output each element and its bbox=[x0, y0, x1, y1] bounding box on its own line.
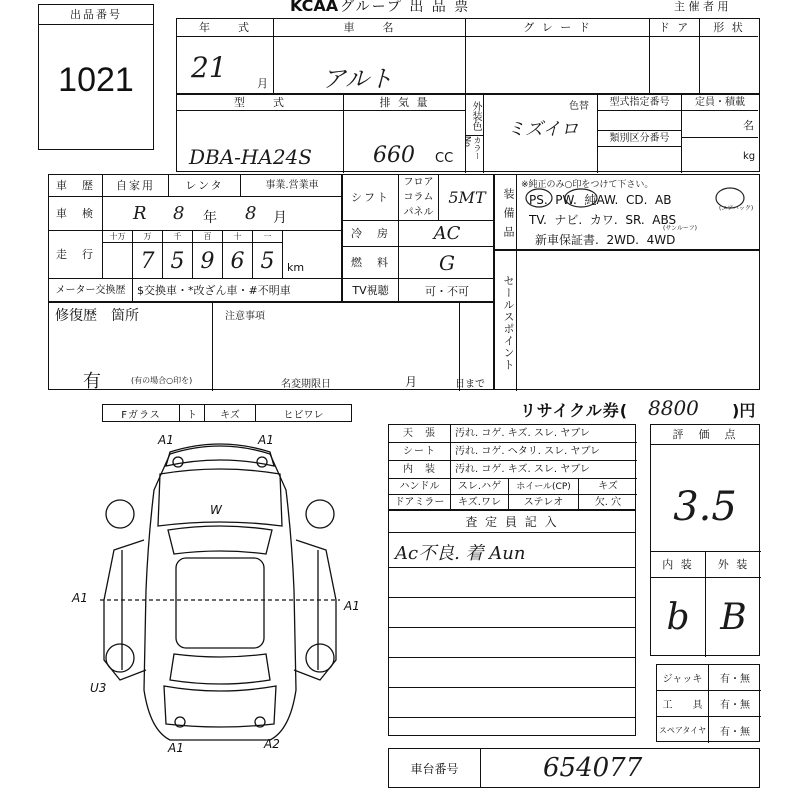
name-label: 車 名 bbox=[274, 19, 466, 37]
fuel-value: G bbox=[399, 247, 495, 279]
original-color-label: カラーNo. bbox=[466, 135, 484, 173]
history-label: 車 歴 bbox=[49, 175, 103, 197]
ac-label: 冷 房 bbox=[343, 221, 399, 247]
kg-label: kg bbox=[743, 151, 756, 162]
equipment-sunroof-note: (サンルーフ) bbox=[663, 225, 697, 232]
sales-point-label: セールスポイント bbox=[495, 251, 517, 391]
history-private: 自家用 bbox=[103, 175, 169, 197]
jack-label: ジャッキ bbox=[657, 665, 709, 691]
score-label: 評 価 点 bbox=[651, 425, 759, 445]
history-rental: レンタ bbox=[169, 175, 241, 197]
meter-options: $交換車・*改ざん車・#不明車 bbox=[137, 284, 291, 297]
row1-table bbox=[176, 18, 760, 94]
repair-note: (有の場合○印を) bbox=[131, 376, 193, 385]
mileage-unit-2: 千 bbox=[163, 231, 193, 243]
door-value bbox=[650, 37, 700, 95]
inspector-label: 査 定 員 記 入 bbox=[389, 511, 635, 533]
person-label: 名 bbox=[743, 119, 754, 132]
repair-label: 修復歴 箇所 bbox=[55, 308, 139, 324]
tool-label: 工 具 bbox=[657, 691, 709, 717]
brand: KCAA bbox=[290, 0, 339, 15]
lot-number-value: 1021 bbox=[58, 60, 134, 99]
mileage-digit-1: 7 bbox=[133, 243, 163, 279]
right-side-panel bbox=[294, 540, 336, 680]
tv-label: TV視聴 bbox=[343, 279, 399, 303]
mileage-km: km bbox=[287, 261, 305, 274]
stereo-label: ステレオ bbox=[509, 495, 579, 511]
score-exterior-value: B bbox=[706, 577, 761, 657]
mileage-unit-1: 万 bbox=[133, 231, 163, 243]
inspector-comment: Ac不良. 着 Aun bbox=[395, 543, 526, 564]
chassis-value: 654077 bbox=[543, 753, 643, 783]
equipment-circles bbox=[495, 175, 761, 251]
handle-label: ハンドル bbox=[389, 479, 451, 495]
front-bumper bbox=[166, 444, 274, 466]
wheel-rear-left bbox=[106, 644, 134, 672]
shift-value: 5MT bbox=[439, 175, 495, 221]
headlight-left bbox=[173, 457, 183, 467]
cc-label: CC bbox=[435, 151, 454, 166]
hood bbox=[158, 469, 282, 526]
year-value: 21 bbox=[177, 37, 274, 95]
grade-label: グ レ ー ド bbox=[466, 19, 650, 37]
mileage-digit-3: 9 bbox=[193, 243, 223, 279]
recycle-value: 8800 bbox=[648, 396, 699, 420]
wheel-front-left bbox=[106, 500, 134, 528]
car-diagram bbox=[60, 430, 380, 760]
shift-opt-column: コラム bbox=[403, 192, 434, 203]
seat-options: 汚れ. コゲ. ヘタリ. スレ. ヤブレ bbox=[451, 443, 637, 461]
inspection-year: 8 bbox=[173, 203, 185, 224]
capacity-label: 定員・積載 bbox=[682, 95, 758, 111]
score-block bbox=[650, 424, 760, 656]
inspector-block bbox=[388, 510, 636, 736]
interior-options: 汚れ. コゲ. キズ. スレ. ヤブレ bbox=[451, 461, 637, 479]
headlight-right bbox=[257, 457, 267, 467]
lot-number-box bbox=[38, 4, 154, 150]
name-change-label: 名変期限日 bbox=[281, 379, 331, 390]
glass-opt-2: キズ bbox=[205, 405, 256, 421]
mark-windshield: W bbox=[210, 503, 222, 517]
model-label: 型 式 bbox=[177, 95, 344, 111]
mirror-label: ドアミラー bbox=[389, 495, 451, 511]
history-commercial: 事業.営業車 bbox=[241, 175, 343, 197]
mark-front-right: A1 bbox=[258, 433, 274, 447]
mark-rear-note: U3 bbox=[90, 681, 107, 695]
repair-value: 有 bbox=[83, 371, 101, 392]
mileage-unit-0: 十万 bbox=[103, 231, 133, 243]
mileage-unit-3: 百 bbox=[193, 231, 223, 243]
spare-tire-value: 有・無 bbox=[720, 726, 750, 738]
recycle-label: リサイクル券( bbox=[520, 401, 629, 420]
glass-opt-1: ト bbox=[180, 405, 205, 421]
score-value: 3.5 bbox=[673, 484, 737, 530]
trunk bbox=[164, 686, 276, 727]
inspection-month-unit: 月 bbox=[273, 210, 287, 226]
windshield bbox=[168, 526, 272, 554]
displacement-value: 660 bbox=[373, 143, 415, 168]
mark-side-right: A1 bbox=[344, 599, 360, 613]
color-change-label: 色替 bbox=[569, 101, 589, 112]
equipment-label: 装備品 bbox=[495, 175, 517, 251]
pw-circle bbox=[565, 189, 597, 207]
inspection-month: 8 bbox=[245, 203, 257, 224]
meter-label: メーター交換歴 bbox=[49, 279, 133, 303]
organizer-label: 主 催 者 用 bbox=[674, 0, 729, 13]
ceiling-label: 天 張 bbox=[389, 425, 451, 443]
displacement-label: 排 気 量 bbox=[344, 95, 466, 111]
stereo-options: 欠. 穴 bbox=[594, 497, 622, 508]
inspection-era: R bbox=[133, 203, 147, 224]
glass-opt-3: ヒビワレ bbox=[283, 409, 324, 421]
mark-front-left: A1 bbox=[158, 433, 174, 447]
wheel-rear-right bbox=[306, 644, 334, 672]
spare-tire-label: スペアタイヤ bbox=[657, 717, 709, 743]
mileage-digit-0 bbox=[103, 243, 133, 279]
chassis-label: 車台番号 bbox=[389, 749, 481, 787]
wheel-label: ホイール(CP) bbox=[509, 479, 579, 495]
interior-table bbox=[388, 424, 636, 510]
exterior-color-label: 外装色 bbox=[466, 95, 484, 135]
sheet-title: グループ 出 品 票 bbox=[340, 0, 471, 15]
row2-table bbox=[176, 94, 760, 172]
type-designation-label: 型式指定番号 bbox=[598, 95, 682, 111]
equipment-block bbox=[494, 174, 760, 250]
repair-notes-block bbox=[48, 302, 494, 390]
mileage-label: 走 行 bbox=[49, 231, 103, 279]
mileage-digits bbox=[103, 231, 343, 279]
mark-side-left: A1 bbox=[72, 591, 88, 605]
mileage-unit-4: 十 bbox=[223, 231, 253, 243]
equipment-line1: PS. PW. 純AW. CD. AB bbox=[529, 193, 672, 207]
equipment-line2: TV. ナビ. カワ. SR. ABS bbox=[529, 213, 677, 227]
wheel-front-right bbox=[306, 500, 334, 528]
fuel-label: 燃 料 bbox=[343, 247, 399, 279]
handle-options: スレ.ハゲ bbox=[451, 479, 509, 495]
accessories-block bbox=[656, 664, 760, 742]
sales-point-block bbox=[494, 250, 760, 390]
tv-value: 可・不可 bbox=[425, 285, 469, 298]
score-interior-label: 内 装 bbox=[651, 551, 706, 577]
shift-opt-floor: フロア bbox=[403, 177, 434, 188]
mileage-unit-5: 一 bbox=[253, 231, 283, 243]
mirror-options: キズ.ワレ bbox=[451, 495, 509, 511]
tool-value: 有・無 bbox=[709, 691, 761, 717]
car-body-outline bbox=[144, 446, 296, 740]
roof bbox=[176, 558, 264, 648]
ceiling-options: 汚れ. コゲ. キズ. スレ. ヤブレ bbox=[451, 425, 637, 443]
year-label: 年 式 bbox=[177, 19, 274, 37]
glass-box bbox=[102, 404, 352, 422]
grade-value bbox=[466, 37, 650, 95]
notes-label: 注意事項 bbox=[225, 311, 265, 322]
chassis-block bbox=[388, 748, 760, 788]
score-interior-value: b bbox=[651, 577, 706, 657]
history-block bbox=[48, 174, 342, 302]
glass-label: Fガラス bbox=[103, 405, 180, 421]
spec-block bbox=[342, 174, 494, 302]
mark-rear-left: A1 bbox=[168, 741, 184, 755]
name-change-until: 日まで bbox=[455, 379, 485, 390]
mileage-digit-5: 5 bbox=[253, 243, 283, 279]
name-value: アルト bbox=[274, 37, 466, 95]
mileage-digit-2: 5 bbox=[163, 243, 193, 279]
rear-window bbox=[170, 654, 270, 684]
ac-value: AC bbox=[399, 221, 495, 247]
mileage-digit-4: 6 bbox=[223, 243, 253, 279]
left-side-panel bbox=[104, 540, 146, 680]
jack-value: 有・無 bbox=[709, 665, 761, 691]
wheel-options: キズ bbox=[579, 479, 637, 495]
ps-circle bbox=[526, 189, 552, 207]
name-change-month: 月 bbox=[405, 375, 418, 389]
color-value: ミズイロ bbox=[507, 119, 579, 140]
equipment-ab-note: (エアバック) bbox=[719, 205, 754, 212]
model-value: DBA-HA24S bbox=[177, 111, 344, 173]
score-exterior-label: 外 装 bbox=[706, 551, 761, 577]
shift-label: シフト bbox=[343, 175, 399, 221]
inspection-year-unit: 年 bbox=[203, 210, 217, 226]
shape-label: 形 状 bbox=[700, 19, 758, 37]
equipment-note: ※純正のみ○印をつけて下さい。 bbox=[521, 180, 654, 190]
year-month-label: 月 bbox=[257, 77, 268, 90]
seat-label: シート bbox=[389, 443, 451, 461]
interior-label: 内 装 bbox=[389, 461, 451, 479]
recycle-unit: )円 bbox=[732, 401, 756, 420]
lot-number-label: 出品番号 bbox=[39, 5, 153, 25]
door-label: ド ア bbox=[650, 19, 700, 37]
ab-circle bbox=[716, 188, 744, 208]
inspection-label: 車 検 bbox=[49, 197, 103, 231]
equipment-line3: 新車保証書. 2WD. 4WD bbox=[535, 233, 676, 247]
shift-opt-panel: パネル bbox=[403, 207, 434, 218]
category-label: 類別区分番号 bbox=[598, 131, 682, 147]
mark-rear-right: A2 bbox=[264, 737, 280, 751]
